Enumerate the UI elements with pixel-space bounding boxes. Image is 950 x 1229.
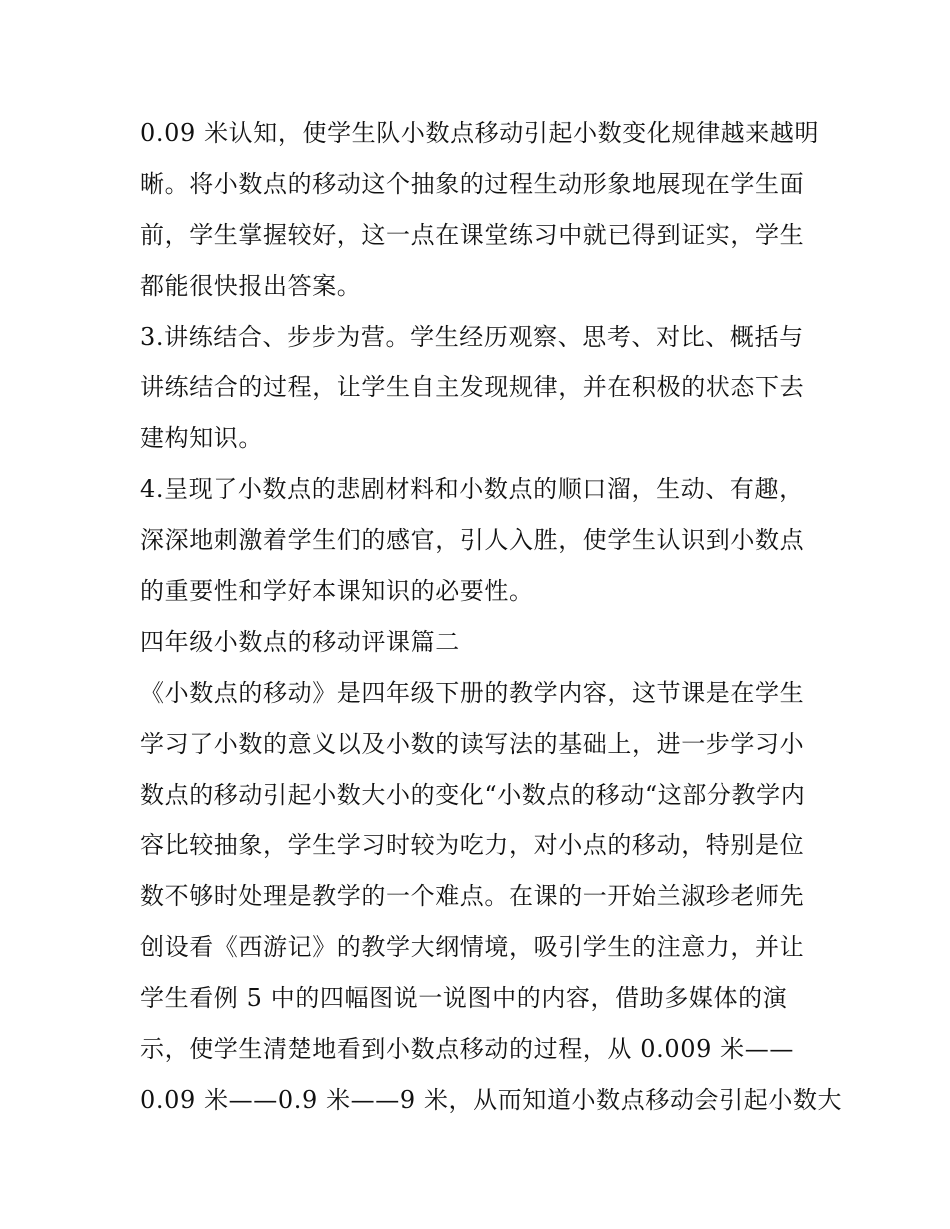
text-line: 学生看例 5 中的四幅图说一说图中的内容，借助多媒体的演	[140, 984, 788, 1013]
text-line: 晰。将小数点的移动这个抽象的过程生动形象地展现在学生面	[140, 169, 805, 198]
text-line: 0.09 米认知，使学生队小数点移动引起小数变化规律越来越明	[140, 119, 820, 147]
text-line: 建构知识。	[140, 424, 263, 453]
text-line: 数不够时处理是教学的一个难点。在课的一开始兰淑珍老师先	[140, 882, 805, 911]
text-line: 讲练结合的过程，让学生自主发现规律，并在积极的状态下去	[140, 373, 805, 402]
text-line: 4.呈现了小数点的悲剧材料和小数点的顺口溜，生动、有趣，	[140, 475, 804, 504]
section-heading: 四年级小数点的移动评课篇二	[140, 627, 460, 656]
document-body	[140, 108, 843, 1126]
text-line: 示，使学生清楚地看到小数点移动的过程，从 0.009 米——	[140, 1035, 794, 1064]
text-line: 前，学生掌握较好，这一点在课堂练习中就已得到证实，学生	[140, 220, 805, 249]
text-line: 深深地刺激着学生们的感官，引人入胜，使学生认识到小数点	[140, 526, 805, 555]
text-line: 《小数点的移动》是四年级下册的教学内容，这节课是在学生	[140, 678, 805, 707]
text-line: 都能很快报出答案。	[140, 271, 362, 300]
text-line: 的重要性和学好本课知识的必要性。	[140, 577, 534, 606]
text-line: 容比较抽象，学生学习时较为吃力，对小点的移动，特别是位	[140, 831, 805, 860]
text-line: 数点的移动引起小数大小的变化“小数点的移动“这部分教学内	[140, 780, 806, 809]
text-line: 创设看《西游记》的教学大纲情境，吸引学生的注意力，并让	[140, 933, 805, 962]
text-line: 3.讲练结合、步步为营。学生经历观察、思考、对比、概括与	[140, 322, 804, 351]
text-line: 0.09 米——0.9 米——9 米，从而知道小数点移动会引起小数大	[140, 1085, 843, 1114]
text-line: 学习了小数的意义以及小数的读写法的基础上，进一步学习小	[140, 729, 805, 758]
